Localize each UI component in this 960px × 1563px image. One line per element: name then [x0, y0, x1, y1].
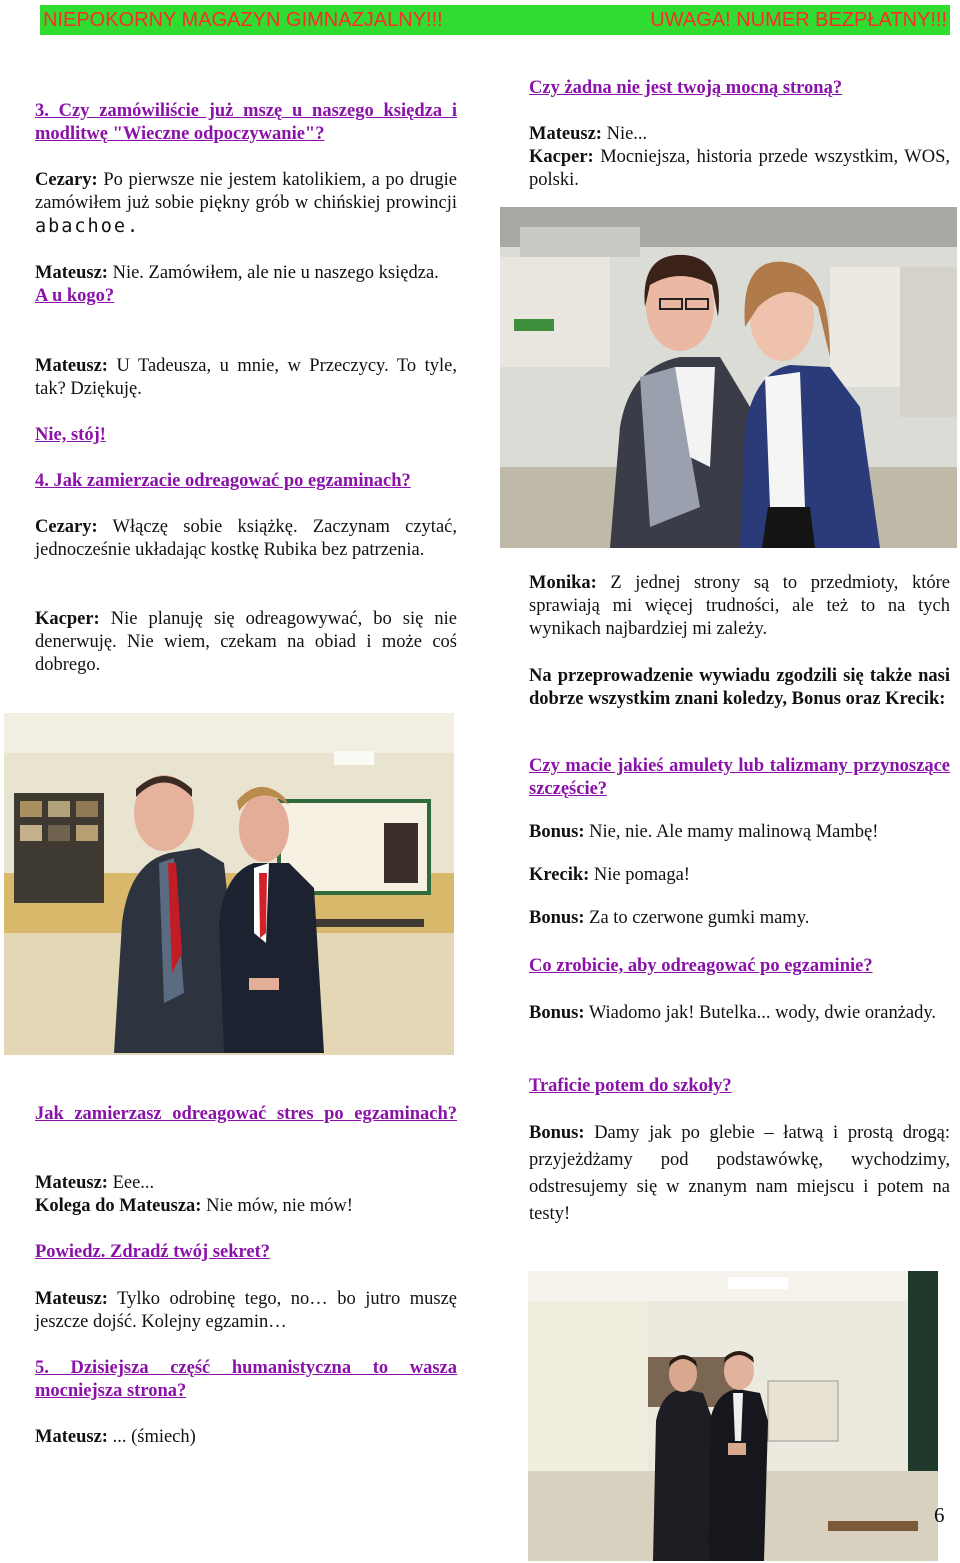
question-szkoly: [529, 1075, 950, 1098]
speaker-bonus: Bonus:: [529, 1123, 585, 1143]
question-zadna: [529, 77, 950, 100]
question-amulety-text: Czy macie jakieś amulety lub talizmany przynoszące szczęście?: [529, 756, 950, 799]
speaker-mateusz: Mateusz:: [35, 1173, 108, 1193]
magazine-banner: [40, 5, 950, 35]
answer-text: Włączę sobie książkę. Zaczynam czytać, jednocześnie układając kostkę Rubika bez patrzenia.: [35, 517, 457, 560]
question-zadna-text: Czy żadna nie jest twoją mocną stroną?: [529, 78, 843, 98]
question-5: [35, 1357, 457, 1403]
answer-mateusz-1: [35, 262, 457, 308]
page-number: 6: [934, 1503, 945, 1527]
photo-two-boys-image: [4, 713, 454, 1055]
answer-text: Za to czerwone gumki mamy.: [584, 908, 810, 928]
question-stoj: [35, 424, 457, 447]
answer-mateusz-4: [35, 1288, 457, 1334]
photo-two-girls-image: [500, 207, 957, 548]
speaker-monika: Monika:: [529, 573, 597, 593]
speaker-mateusz: Mateusz:: [35, 356, 108, 376]
question-sekret-text: Powiedz. Zdradź twój sekret?: [35, 1242, 270, 1262]
answer-text: U Tadeusza, u mnie, w Przeczycy. To tyle, tak? Dziękuję.: [35, 356, 457, 399]
photo-two-girls-hallway: [500, 207, 957, 548]
answer-text: Nie planuję się odreagowywać, bo się nie denerwuję. Nie wiem, czekam na obiad i może coś dobrego.: [35, 609, 457, 675]
symbol-text: abachoe.: [35, 216, 141, 237]
answer-text: Z jednej strony są to przedmioty, które sprawiają mi więcej trudności, ale też to na tych wynikach najbardziej mi zależy.: [529, 573, 950, 639]
question-stres-text: Jak zamierzasz odreagować stres po egzaminach?: [35, 1104, 457, 1124]
speaker-bonus: Bonus:: [529, 822, 585, 842]
speaker-mateusz: Mateusz:: [35, 263, 108, 283]
answer-monika: [529, 572, 950, 641]
question-4-text: 4. Jak zamierzacie odreagować po egzaminach?: [35, 471, 411, 491]
answer-cezary-2: [35, 516, 457, 562]
answer-cezary-1: [35, 169, 457, 239]
answer-bonus-4: [529, 1120, 950, 1228]
speaker-kacper: Kacper:: [35, 609, 100, 629]
question-amulety: [529, 755, 950, 801]
question-3: [35, 100, 457, 146]
photo-boys-corridor-image: [528, 1271, 938, 1561]
question-kogo: A u kogo?: [35, 286, 115, 306]
answer-text: Tylko odrobinę tego, no… bo jutro muszę jeszcze dojść. Kolejny egzamin…: [35, 1289, 457, 1332]
question-5-text: 5. Dzisiejsza część humanistyczna to wasza mocniejsza strona?: [35, 1358, 457, 1401]
answer-text: Po pierwsze nie jestem katolikiem, a po drugie zamówiłem już sobie piękny grób w chińskiej prowincji: [35, 170, 457, 213]
intro-text: Na przeprowadzenie wywiadu zgodzili się także nasi dobrze wszystkim znani koledzy, Bonus oraz Krecik:: [529, 666, 950, 709]
answer-text: Wiadomo jak! Butelka... wody, dwie oranżady.: [584, 1003, 937, 1023]
answer-text: Nie pomaga!: [589, 865, 690, 885]
speaker-mateusz: Mateusz:: [35, 1289, 108, 1309]
answers-mateusz-kacper: [529, 123, 950, 192]
speaker-kolega: Kolega do Mateusza:: [35, 1196, 202, 1216]
answer-text: Nie mów, nie mów!: [201, 1196, 353, 1216]
answer-krecik: [529, 864, 950, 887]
question-co-text: Co zrobicie, aby odreagować po egzaminie?: [529, 956, 873, 976]
question-stres: [35, 1103, 457, 1126]
question-4: [35, 470, 457, 493]
answer-mateusz-2: [35, 355, 457, 401]
speaker-krecik: Krecik:: [529, 865, 590, 885]
speaker-cezary: Cezary:: [35, 517, 98, 537]
answer-bonus-2: [529, 907, 950, 930]
intro-bonus-krecik: [529, 665, 950, 711]
banner-free-notice: UWAGA! NUMER BEZPŁATNY!!!: [650, 9, 947, 31]
answer-text: Nie, nie. Ale mamy malinową Mambę!: [584, 822, 879, 842]
photo-two-boys-hallway: [4, 713, 454, 1055]
speaker-mateusz: Mateusz:: [529, 124, 602, 144]
answer-text: Mocniejsza, historia przede wszystkim, WOS, polski.: [529, 147, 950, 190]
speaker-bonus: Bonus:: [529, 1003, 585, 1023]
answer-text: Nie...: [601, 124, 648, 144]
question-sekret: [35, 1241, 457, 1264]
answer-text: ... (śmiech): [107, 1427, 196, 1447]
answer-kacper-1: [35, 608, 457, 677]
answer-mateusz-5: [35, 1426, 457, 1449]
question-co: [529, 955, 950, 978]
answer-bonus-3: [529, 1000, 950, 1027]
speaker-bonus: Bonus:: [529, 908, 585, 928]
speaker-mateusz: Mateusz:: [35, 1427, 108, 1447]
question-stoj-text: Nie, stój!: [35, 425, 106, 445]
answer-text: Damy jak po glebie – łatwą i prostą drogą: przyjeżdżamy pod podstawówkę, wychodzimy, odstresujemy się w znanym nam miejscu i potem na testy!: [529, 1123, 950, 1224]
question-3-text: 3. Czy zamówiliście już mszę u naszego księdza i modlitwę "Wieczne odpoczywanie"?: [35, 101, 457, 144]
answer-bonus-1: [529, 821, 950, 844]
speaker-kacper: Kacper:: [529, 147, 594, 167]
banner-title: NIEPOKORNY MAGAZYN GIMNAZJALNY!!!: [43, 9, 443, 31]
question-szkoly-text: Traficie potem do szkoły?: [529, 1076, 732, 1096]
answer-text: Nie. Zamówiłem, ale nie u naszego księdza.: [107, 263, 439, 283]
answer-text: Eee...: [107, 1173, 155, 1193]
photo-boys-corridor: [528, 1271, 938, 1561]
answer-mateusz-3: [35, 1172, 457, 1218]
speaker-cezary: Cezary:: [35, 170, 98, 190]
